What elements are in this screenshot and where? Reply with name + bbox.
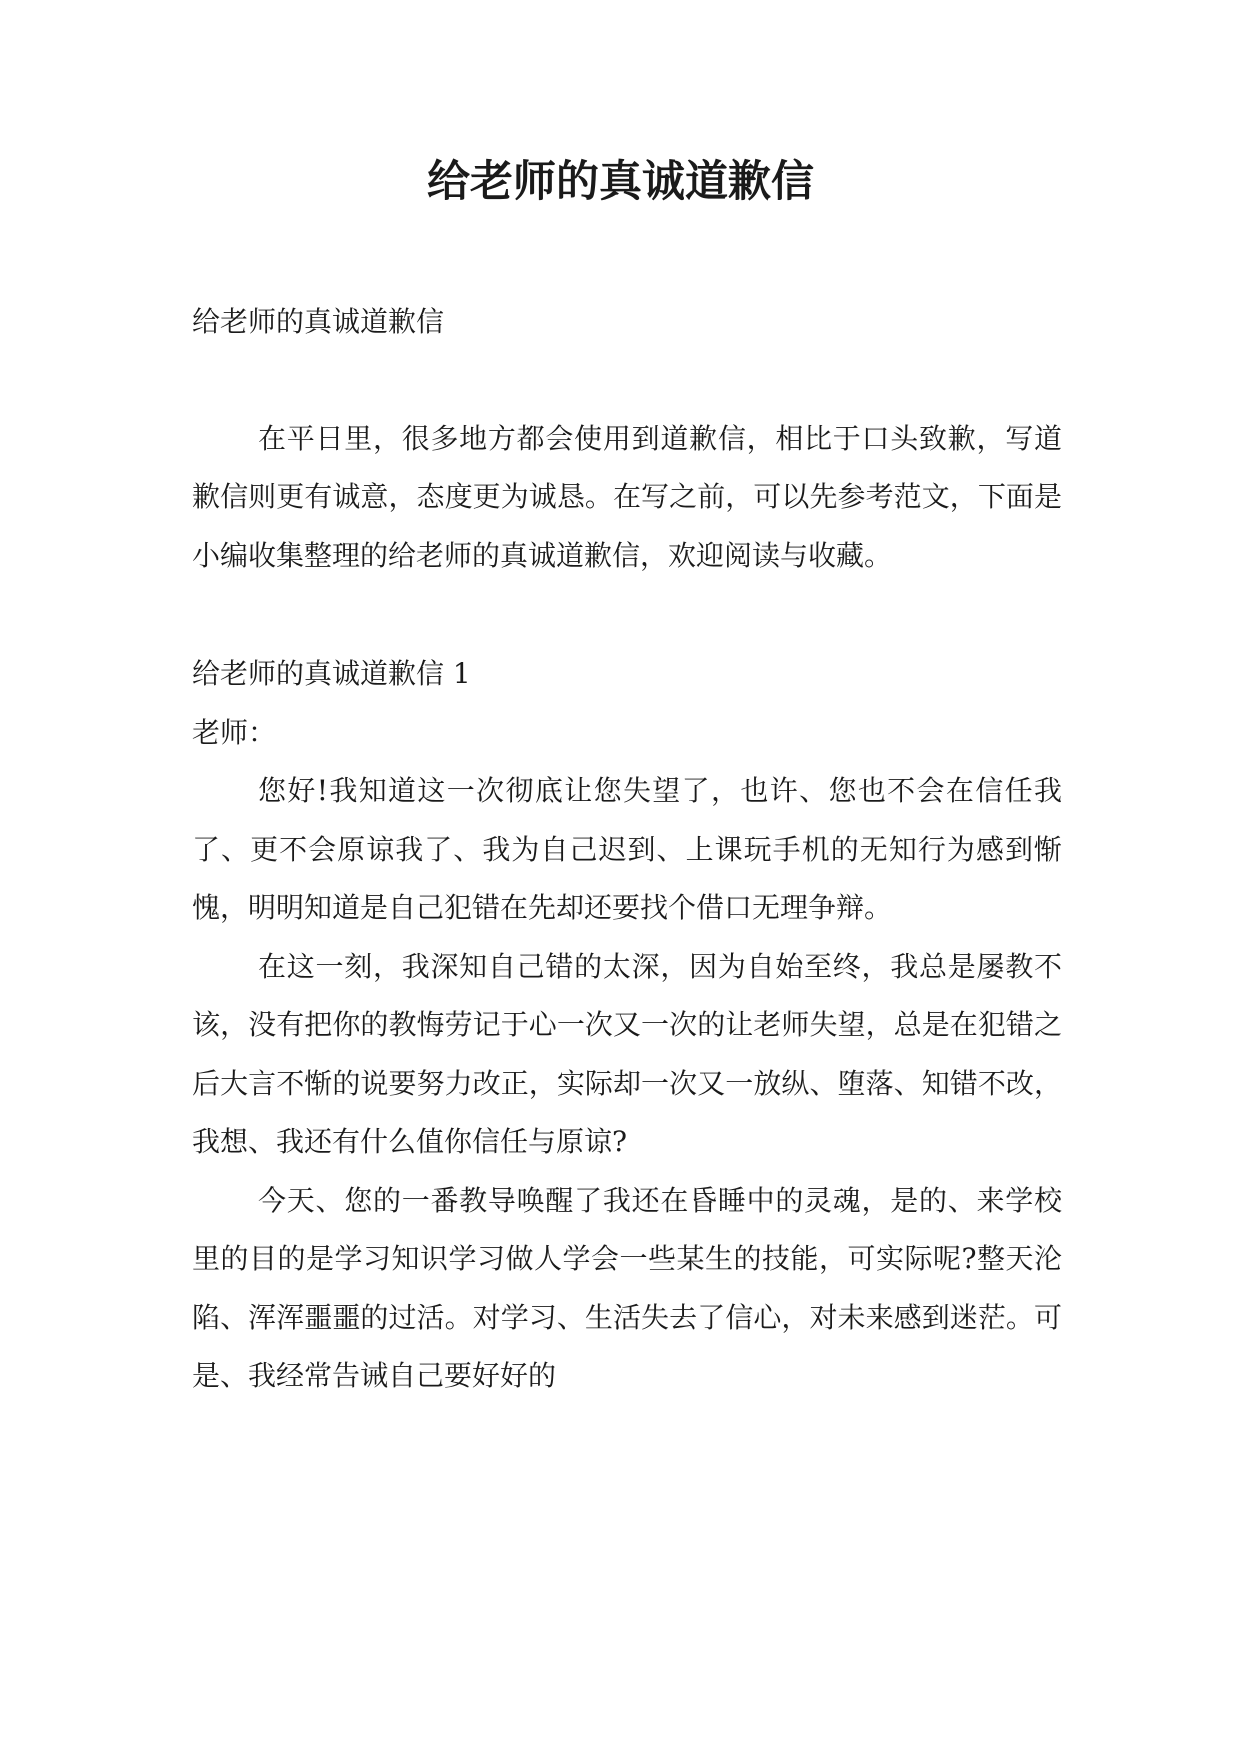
section-heading: 给老师的真诚道歉信 1 <box>192 657 471 690</box>
body-paragraph: 今天、您的一番教导唤醒了我还在昏睡中的灵魂，是的、来学校里的目的是学习知识学习做人学会一些某生的技能，可实际呢?整天沦陷、浑浑噩噩的过活。对学习、生活失去了信心，对未来感到迷茫。可是、我经常告诫自己要好好的 <box>192 1183 1062 1392</box>
intro-paragraph: 在平日里，很多地方都会使用到道歉信，相比于口头致歉，写道歉信则更有诚意，态度更为诚恳。在写之前，可以先参考范文，下面是小编收集整理的给老师的真诚道歉信，欢迎阅读与收藏。 <box>192 421 1062 572</box>
body-paragraph: 您好!我知道这一次彻底让您失望了，也许、您也不会在信任我了、更不会原谅我了、我为自己迟到、上课玩手机的无知行为感到惭愧，明明知道是自己犯错在先却还要找个借口无理争辩。 <box>192 774 1062 924</box>
document-subtitle: 给老师的真诚道歉信 <box>192 305 445 338</box>
salutation: 老师： <box>192 715 277 749</box>
body-paragraph: 在这一刻，我深知自己错的太深，因为自始至终，我总是屡教不该，没有把你的教悔劳记于心一次又一次的让老师失望，总是在犯错之后大言不惭的说要努力改正，实际却一次又一放纵、堕落、知错不改，我想、我还有什么值你信任与原谅? <box>192 949 1062 1158</box>
document-title: 给老师的真诚道歉信 <box>427 157 814 207</box>
document-body <box>192 293 1062 1406</box>
